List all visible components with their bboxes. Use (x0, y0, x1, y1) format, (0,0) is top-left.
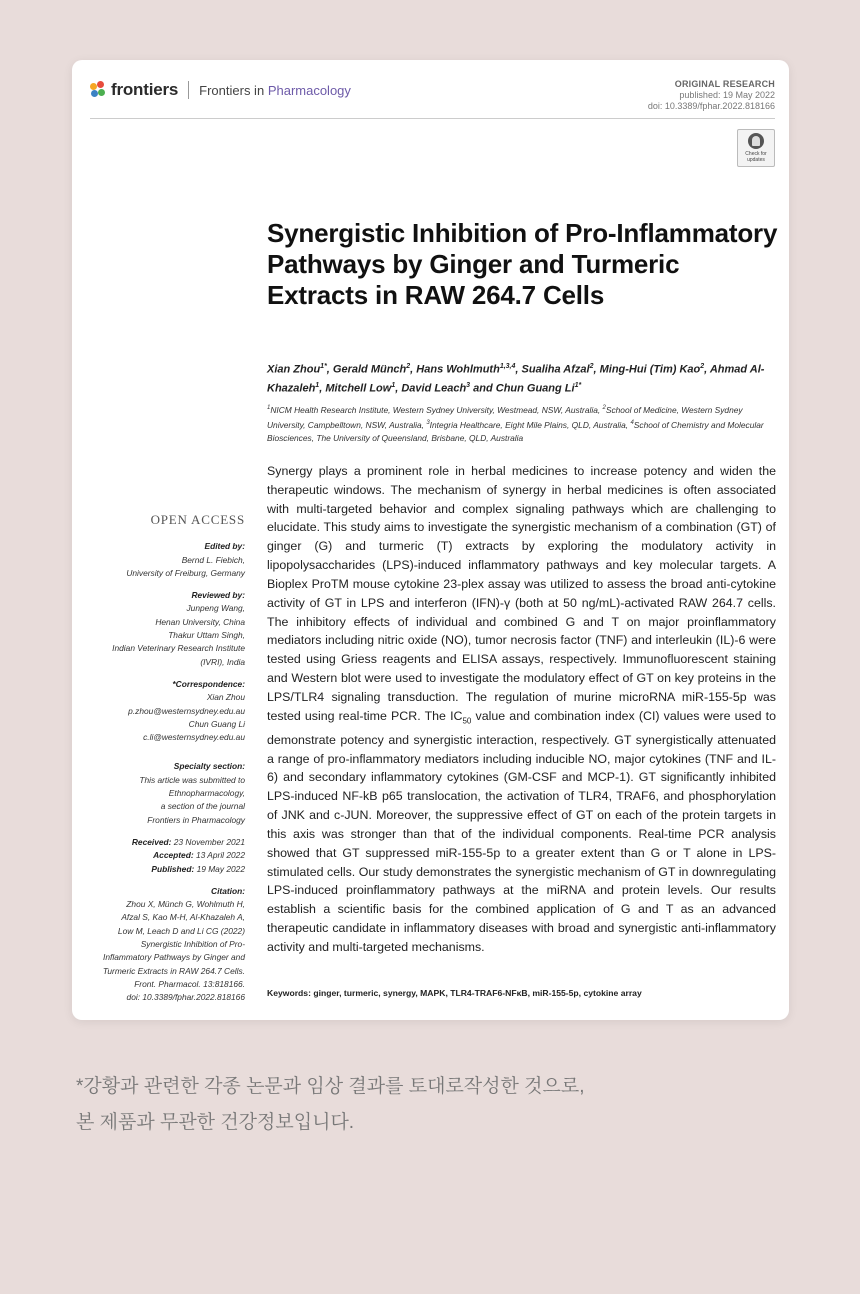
author-separator: , (410, 363, 417, 376)
editor-line: University of Freiburg, Germany (126, 567, 245, 578)
dates-section (90, 836, 245, 876)
author-affiliation-mark: 2 (700, 363, 705, 370)
citation-line: Low M, Leach D and Li CG (2022) (117, 925, 245, 936)
reviewed-by-section (90, 589, 245, 669)
affiliation-text: School of Medicine, Western Sydney University, Campbelltown, NSW, Australia, (267, 404, 743, 430)
author-affiliation-mark: 2 (589, 363, 594, 370)
specialty-line: This article was submitted to (139, 774, 245, 785)
affiliation-mark: 1 (267, 405, 271, 411)
author-name[interactable]: Chun Guang Li (495, 382, 575, 395)
author-separator: , (704, 363, 710, 376)
abstract-part2: value and combination index (CI) values were used to demonstrate potency and synergistic interaction, respectively. GT synergistically attenuated a range of pro-inflammatory mediators including inducible NO, major cytokines (TNF and IL-6) and secondary inflammatory cytokines (GM-CSF and MCP-1). GT significantly inhibited LPS-induced NF-kB p65 translocation, the activation of TLR4, TRAF6, and phosphorylation of JNK and c-JUN. Moreover, the suppressive effect of GT on each of the protein targets in this axis was stronger than that of the individual components. Real-time PCR analysis showed that GT suppressed miR-155-5p to a greater extent than G or T alone in LPS-stimulated cells. Our study demonstrates the synergistic mechanism of GT in downregulating LPS-induced proinflammatory pathways at the miRNA and protein levels. Our results establish a scientific basis for the combined application of G and T as an advanced therapeutic candidate in inflammatory diseases with broad and synergistic anti-inflammatory activity and multi-targeted mechanisms. (267, 708, 777, 954)
check-label-line1: Check for (745, 151, 767, 157)
author-affiliation-mark: 2 (406, 363, 411, 370)
accepted-label: Accepted: (153, 850, 194, 861)
reviewer-line: (IVRI), India (200, 656, 245, 667)
citation-line: Zhou X, Münch G, Wohlmuth H, (126, 899, 245, 910)
author-affiliation-mark: 1,3,4 (499, 363, 516, 370)
published-row (90, 863, 245, 876)
author-name[interactable]: Ahmad Al-Khazaleh (267, 363, 765, 395)
affiliation-text: NICM Health Research Institute, Western Sydney University, Westmead, NSW, Australia, (270, 404, 603, 415)
accepted-date: 13 April 2022 (195, 850, 245, 861)
author-name[interactable]: Ming-Hui (Tim) Kao (599, 363, 701, 376)
author-separator: , (593, 363, 600, 376)
citation-line: Synergistic Inhibition of Pro- (140, 939, 245, 950)
reviewer-line: Thakur Uttam Singh, (168, 630, 245, 641)
affiliations (267, 402, 782, 445)
author-name[interactable]: Gerald Münch (332, 363, 407, 376)
citation-section (90, 885, 245, 1005)
received-row (90, 836, 245, 849)
disclaimer-note (76, 1069, 776, 1141)
author-affiliation-mark: 3 (466, 381, 471, 389)
author-list (267, 359, 782, 396)
disclaimer-line2: 본 제품과 무관한 건강정보입니다. (76, 1112, 355, 1133)
specialty-section (90, 760, 245, 826)
author-separator: , (515, 363, 522, 376)
citation-line[interactable]: doi: 10.3389/fphar.2022.818166 (126, 992, 245, 1003)
correspondence-section (90, 678, 245, 744)
journal-prefix: Frontiers in (199, 82, 265, 98)
logo-text: frontiers (111, 80, 179, 99)
author-name[interactable]: Xian Zhou (267, 363, 321, 376)
citation-label: Citation: (211, 885, 245, 896)
affiliation-mark: 4 (630, 420, 634, 427)
accepted-row (90, 849, 245, 862)
specialty-label: Specialty section: (173, 761, 245, 772)
correspondent-email[interactable]: c.li@westernsydney.edu.au (143, 732, 245, 743)
keywords: Keywords: ginger, turmeric, synergy, MAPK, TLR4-TRAF6-NFκB, miR-155-5p, cytokine array (267, 988, 642, 998)
specialty-line: Ethnopharmacology, (168, 788, 245, 799)
published-date-side: 19 May 2022 (196, 863, 245, 874)
author-affiliation-mark: 1 (391, 381, 396, 389)
author-name[interactable]: David Leach (401, 382, 467, 395)
published-label: Published: (151, 863, 195, 874)
received-label: Received: (131, 836, 172, 847)
article-type: ORIGINAL RESEARCH (674, 79, 775, 89)
edited-by-label: Edited by: (204, 541, 245, 552)
affiliation-mark: 2 (602, 405, 606, 411)
author-affiliation-mark: 1* (320, 363, 327, 370)
frontiers-logo[interactable] (90, 80, 351, 100)
correspondent-name: Chun Guang Li (188, 718, 245, 729)
citation-line: Afzal S, Kao M-H, Al-Khazaleh A, (121, 912, 245, 923)
correspondent-email[interactable]: p.zhou@westernsydney.edu.au (128, 705, 245, 716)
journal-title: Pharmacology (267, 82, 351, 98)
specialty-line: a section of the journal (160, 801, 245, 812)
reviewer-line: Junpeng Wang, (186, 603, 245, 614)
author-separator: , (395, 382, 402, 395)
bookmark-icon (748, 133, 764, 149)
received-date: 23 November 2021 (173, 836, 245, 847)
correspondent-name: Xian Zhou (206, 692, 245, 703)
citation-line: Inflammatory Pathways by Ginger and (103, 952, 245, 963)
published-date: published: 19 May 2022 (679, 90, 775, 100)
reviewer-line: Henan University, China (155, 616, 245, 627)
editor-line: Bernd L. Fiebich, (181, 554, 245, 565)
correspondence-label: *Correspondence: (172, 678, 245, 689)
affiliation-text: Integria Healthcare, Eight Mile Plains, QLD, Australia, (429, 419, 631, 430)
article-doi[interactable]: doi: 10.3389/fphar.2022.818166 (647, 101, 775, 111)
citation-line: Turmeric Extracts in RAW 264.7 Cells. (102, 965, 245, 976)
header-divider (90, 118, 775, 119)
author-name[interactable]: Hans Wohlmuth (416, 363, 500, 376)
citation-line: Front. Pharmacol. 13:818166. (134, 978, 245, 989)
open-access-label: OPEN ACCESS (150, 512, 245, 527)
journal-name (199, 83, 351, 98)
article-title: Synergistic Inhibition of Pro-Inflammatory Pathways by Ginger and Turmeric Extracts in RAW 264.7 Cells (267, 218, 778, 310)
affiliation-text: School of Chemistry and Molecular Biosciences, The University of Queensland, Brisbane, QLD, Australia (267, 419, 764, 444)
reviewed-by-label: Reviewed by: (191, 590, 245, 601)
reviewer-line: Indian Veterinary Research Institute (112, 643, 245, 654)
disclaimer-line1: *강황과 관련한 각종 논문과 임상 결과를 토대로작성한 것으로, (76, 1076, 585, 1097)
abstract-subscript: 50 (462, 716, 472, 726)
abstract-text (267, 462, 776, 957)
abstract-part1: Synergy plays a prominent role in herbal medicines to increase potency and widen the therapeutic windows. The mechanism of synergy in herbal medicines is often associated with multi-targeted behavior and complex signaling pathways which are challenging to elucidate. This study aims to investigate the synergistic mechanism of a combination (GT) of ginger (G) and turmeric (T) extracts by exploring the modulatory activity in lipopolysaccharides (LPS)-induced inflammatory pathways and key molecular targets. A Bioplex ProTM mouse cytokine 23-plex assay was utilized to assess the broad anti-cytokine activity of GT in LPS and interferon (IFN)-γ (both at 50 ng/mL)-activated RAW 264.7 cells. The inhibitory effects of individual and combined G and T on major proinflammatory mediators including nitric oxide (NO), tumor necrosis factor (TNF) and interleukin (IL)-6 were tested using Griess reagents and ELISA assays, respectively. Immunofluorescent staining and Western blot were used to investigate the modulatory effect of GT on key proteins in the LPS/TLR4 signaling transduction. The regulation of murine microRNA miR-155-5p was tested using real-time PCR. The IC (267, 464, 776, 723)
author-separator: , (326, 363, 333, 376)
author-name[interactable]: Mitchell Low (325, 382, 392, 395)
frontiers-logo-icon (90, 81, 106, 99)
check-for-updates-button[interactable] (737, 129, 775, 167)
specialty-line: Frontiers in Pharmacology (147, 814, 245, 825)
author-separator: , (319, 382, 326, 395)
article-meta (648, 79, 775, 112)
paper-card (72, 60, 789, 1020)
edited-by-section (90, 540, 245, 580)
author-affiliation-mark: 1* (574, 381, 582, 389)
logo-divider (188, 81, 189, 99)
article-sidebar (90, 513, 245, 1014)
check-label-line2: updates (747, 157, 765, 163)
author-affiliation-mark: 1 (315, 381, 320, 389)
affiliation-mark: 3 (426, 420, 430, 427)
author-separator: and (470, 382, 496, 395)
author-name[interactable]: Sualiha Afzal (521, 363, 590, 376)
